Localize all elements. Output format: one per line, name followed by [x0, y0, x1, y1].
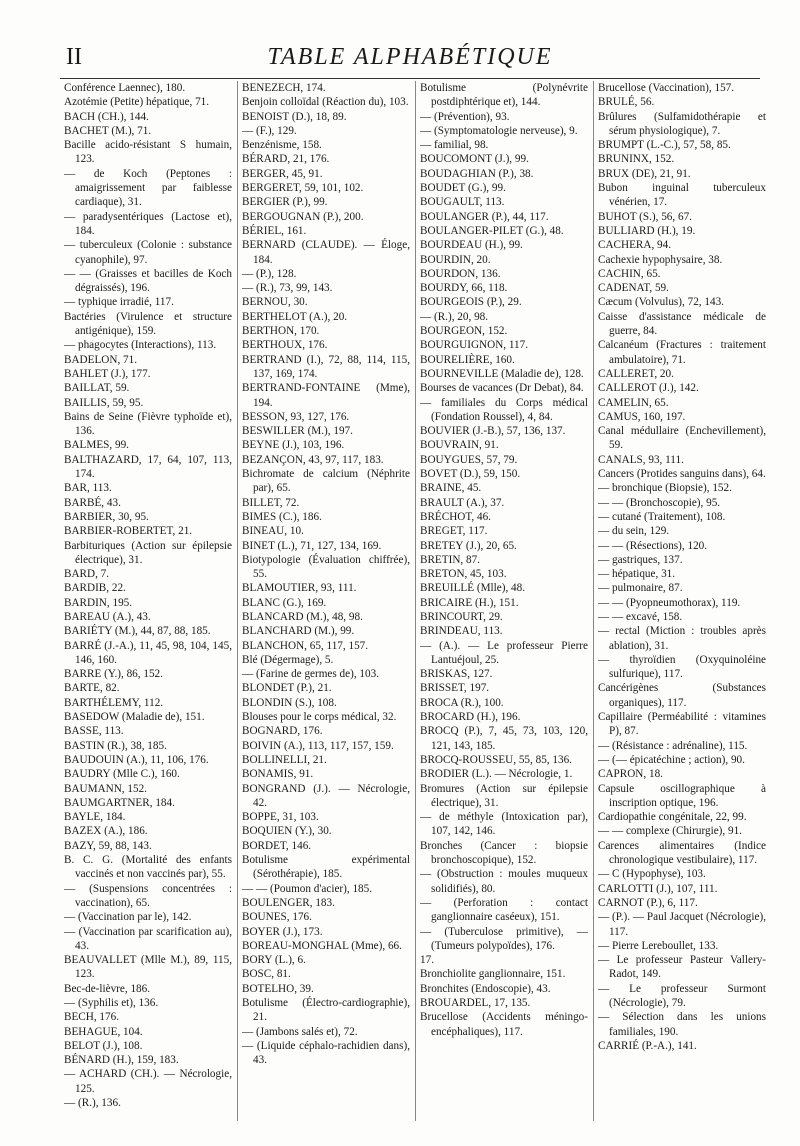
- index-entry: Cancérigènes (Substances organiques), 117.: [598, 682, 766, 709]
- index-entry: BRICAIRE (H.), 151.: [420, 596, 519, 609]
- index-entry: — (P.). — Paul Jacquet (Nécrologie), 117.: [598, 911, 766, 938]
- index-column-2: [242, 81, 410, 1121]
- index-entry: BREUILLÉ (Mlle), 48.: [420, 582, 526, 595]
- index-entry: BARTE, 82.: [64, 682, 120, 695]
- index-entry: CAPRON, 18.: [598, 768, 663, 781]
- index-entry: Blé (Dégermage), 5.: [242, 653, 334, 666]
- index-entry: BRULÉ, 56.: [598, 96, 655, 109]
- index-entry: — Le professeur Surmont (Nécrologie), 79.: [598, 982, 766, 1009]
- index-entry: — familial, 98.: [420, 139, 489, 152]
- index-entry: Biotypologie (Évaluation chiffrée), 55.: [242, 553, 410, 581]
- index-entry: — (— épicatéchine ; action), 90.: [598, 753, 745, 766]
- index-entry: Bains de Seine (Fièvre typhoïde et), 136.: [64, 410, 232, 438]
- index-entry: — (Syphilis et), 136.: [64, 997, 159, 1009]
- index-entry: — — (Bronchoscopie), 95.: [598, 496, 721, 509]
- index-entry: — familiales du Corps médical (Fondation Roussel), 4, 84.: [420, 396, 588, 423]
- index-entry: BORY (L.), 6.: [242, 954, 306, 967]
- index-entry: — (Suspensions concentrées : vaccination), 65.: [64, 882, 232, 909]
- index-entry: Cæcum (Volvulus), 72, 143.: [598, 296, 724, 309]
- index-entry: BOURDIN, 20.: [420, 253, 491, 266]
- index-entry: BARIÉTY (M.), 44, 87, 88, 185.: [64, 625, 211, 638]
- index-entry: BÉNARD (H.), 159, 183.: [64, 1054, 179, 1067]
- index-entry: — — excavé, 158.: [598, 610, 683, 623]
- index-entry: BÉRARD, 21, 176.: [242, 153, 330, 166]
- index-entry: BIMES (C.), 186.: [242, 510, 322, 523]
- index-entry: Bronches (Cancer : biopsie bronchoscopique), 152.: [420, 839, 588, 867]
- index-entry: BOURELIÈRE, 160.: [420, 353, 515, 366]
- index-entry: BOYER (J.), 173.: [242, 925, 323, 938]
- index-entry: BEZANÇON, 43, 97, 117, 183.: [242, 453, 384, 466]
- index-columns: [64, 81, 764, 1121]
- index-entry: — — (Résections), 120.: [598, 539, 708, 552]
- index-entry: BRISKAS, 127.: [420, 668, 493, 681]
- index-entry: — (Vaccination par scarification au), 43.: [64, 925, 232, 952]
- index-entry: Bacille acido-résistant S humain, 123.: [64, 139, 232, 166]
- index-entry: BROCA (R.), 100.: [420, 696, 504, 709]
- index-entry: — (R.), 136.: [64, 1097, 121, 1110]
- index-entry: BREGET, 117.: [420, 525, 488, 538]
- index-entry: Bubon inguinal tuberculeux vénérien, 17.: [598, 182, 766, 209]
- index-entry: — Le professeur Pasteur Vallery-Radot, 149.: [598, 954, 766, 981]
- index-entry: Cachexie hypophysaire, 38.: [598, 253, 723, 266]
- index-entry: BERNARD (CLAUDE). — Éloge, 184.: [242, 239, 410, 266]
- column-divider: [237, 81, 238, 1121]
- index-entry: BOUNES, 176.: [242, 911, 312, 924]
- index-entry: — bronchique (Biopsie), 152.: [598, 482, 732, 495]
- index-entry: BAZEX (A.), 186.: [64, 825, 148, 838]
- index-entry: Brucellose (Vaccination), 157.: [598, 82, 735, 94]
- index-entry: 17.: [420, 954, 434, 967]
- page-number: II: [66, 44, 82, 70]
- index-entry: — hépatique, 31.: [598, 568, 676, 581]
- index-entry: BERGIER (P.), 99.: [242, 196, 328, 209]
- index-entry: BOUGAULT, 113.: [420, 196, 505, 209]
- index-entry: Botulisme (Polynévrite postdiphtérique et), 144.: [420, 82, 588, 109]
- index-entry: BERGER, 45, 91.: [242, 167, 323, 180]
- index-entry: BOLLINELLI, 21.: [242, 753, 327, 766]
- index-entry: BERTHELOT (A.), 20.: [242, 310, 348, 323]
- index-entry: BEYNE (J.), 103, 196.: [242, 439, 345, 452]
- index-entry: Botulisme expérimental (Sérothérapie), 185.: [242, 854, 410, 881]
- index-entry: BAYLE, 184.: [64, 811, 126, 824]
- index-entry: BOURDEAU (H.), 99.: [420, 239, 523, 252]
- index-entry: BAREAU (A.), 43.: [64, 610, 151, 623]
- index-entry: Blouses pour le corps médical, 32.: [242, 711, 397, 724]
- index-entry: Carences alimentaires (Indice chronologique vestibulaire), 117.: [598, 839, 766, 867]
- index-entry: — cutané (Traitement), 108.: [598, 510, 726, 523]
- index-entry: — (Perforation : contact ganglionnaire caséeux), 151.: [420, 896, 588, 924]
- index-entry: BACH (CH.), 144.: [64, 110, 149, 123]
- index-entry: BERTRAND-FONTAINE (Mme), 194.: [242, 382, 410, 409]
- index-entry: BALMES, 99.: [64, 439, 129, 452]
- index-entry: Conférence Laennec), 180.: [64, 82, 186, 94]
- index-entry: CADENAT, 59.: [598, 282, 669, 295]
- index-entry: BOURGEOIS (P.), 29.: [420, 296, 522, 309]
- index-entry: BERNOU, 30.: [242, 296, 308, 309]
- index-entry: — — complexe (Chirurgie), 91.: [598, 825, 742, 838]
- index-entry: BOULANGER-PILET (G.), 48.: [420, 224, 564, 237]
- index-entry: BROCQ (P.), 7, 45, 73, 103, 120, 121, 143, 185.: [420, 725, 588, 752]
- index-entry: Capillaire (Perméabilité : vitamines P), 87.: [598, 711, 766, 738]
- index-entry: BOURDY, 66, 118.: [420, 282, 508, 295]
- index-entry: BRISSET, 197.: [420, 682, 490, 695]
- index-entry: BAUDOUIN (A.), 11, 106, 176.: [64, 753, 209, 766]
- index-entry: CARLOTTI (J.), 107, 111.: [598, 882, 718, 895]
- index-entry: BACHET (M.), 71.: [64, 124, 152, 137]
- index-entry: BRETEY (J.), 20, 65.: [420, 539, 517, 552]
- index-entry: BOULANGER (P.), 44, 117.: [420, 210, 549, 223]
- index-entry: BAUDRY (Mlle C.), 160.: [64, 768, 180, 781]
- index-entry: BOREAU-MONGHAL (Mme), 66.: [242, 939, 402, 952]
- index-entry: BOUYGUES, 57, 79.: [420, 453, 518, 466]
- index-entry: Brucellose (Accidents méningo-encéphaliques), 117.: [420, 1011, 588, 1038]
- index-entry: BRINDEAU, 113.: [420, 625, 503, 638]
- index-entry: — — (Poumon d'acier), 185.: [242, 882, 373, 895]
- index-entry: BOGNARD, 176.: [242, 725, 323, 738]
- index-entry: BROCARD (H.), 196.: [420, 711, 521, 724]
- index-entry: BOUCOMONT (J.), 99.: [420, 153, 529, 166]
- index-entry: BRUNINX, 152.: [598, 153, 675, 166]
- index-entry: BAILLAT, 59.: [64, 382, 130, 395]
- index-entry: BOIVIN (A.), 113, 117, 157, 159.: [242, 739, 394, 752]
- index-entry: BOUDAGHIAN (P.), 38.: [420, 167, 534, 180]
- index-entry: BELOT (J.), 108.: [64, 1039, 143, 1052]
- column-divider: [593, 81, 594, 1121]
- index-entry: — de méthyle (Intoxication par), 107, 142, 146.: [420, 811, 588, 838]
- index-entry: BARDIN, 195.: [64, 596, 133, 609]
- index-entry: BROUARDEL, 17, 135.: [420, 997, 531, 1009]
- index-entry: BOTELHO, 39.: [242, 982, 314, 995]
- index-entry: BRODIER (L.). — Nécrologie, 1.: [420, 768, 573, 781]
- index-entry: — thyroïdien (Oxyquinoléine sulfurique), 117.: [598, 653, 766, 681]
- index-entry: CAMELIN, 65.: [598, 396, 669, 409]
- index-entry: — (A.). — Le professeur Pierre Lantuéjoul, 25.: [420, 639, 588, 666]
- index-entry: CACHERA, 94.: [598, 239, 672, 252]
- index-entry: Caisse d'assistance médicale de guerre, 84.: [598, 310, 766, 338]
- index-entry: BARBÉ, 43.: [64, 496, 121, 509]
- index-entry: — (Jambons salés et), 72.: [242, 1025, 358, 1038]
- index-entry: BÉRIEL, 161.: [242, 224, 307, 237]
- index-entry: — de Koch (Peptones : amaigrissement par faiblesse cardiaque), 31.: [64, 167, 232, 209]
- index-entry: Bec-de-lièvre, 186.: [64, 982, 151, 995]
- index-entry: — ACHARD (CH.). — Nécrologie, 125.: [64, 1068, 232, 1095]
- index-entry: BINET (L.), 71, 127, 134, 169.: [242, 539, 382, 552]
- index-entry: BLANCHON, 65, 117, 157.: [242, 639, 369, 652]
- index-entry: CALLERET, 20.: [598, 367, 674, 380]
- index-entry: BUHOT (S.), 56, 67.: [598, 210, 692, 223]
- index-entry: Barbituriques (Action sur épilepsie électrique), 31.: [64, 539, 232, 566]
- index-entry: BARTHÉLEMY, 112.: [64, 696, 164, 709]
- index-entry: BESWILLER (M.), 197.: [242, 425, 353, 438]
- index-entry: BOURDON, 136.: [420, 267, 501, 280]
- index-entry: BONAMIS, 91.: [242, 768, 314, 781]
- index-entry: — rectal (Miction : troubles après ablation), 31.: [598, 625, 766, 652]
- index-entry: BAR, 113.: [64, 482, 112, 495]
- index-entry: — (Tuberculose primitive), — (Tumeurs polypoïdes), 176.: [420, 925, 588, 952]
- index-entry: CALLEROT (J.), 142.: [598, 382, 699, 395]
- index-entry: BAILLIS, 59, 95.: [64, 396, 144, 409]
- index-entry: BERTHON, 170.: [242, 325, 320, 338]
- index-entry: Bourses de vacances (Dr Debat), 84.: [420, 382, 584, 395]
- index-entry: BORDET, 146.: [242, 839, 312, 852]
- index-entry: BRINCOURT, 29.: [420, 610, 503, 623]
- index-entry: BOUVRAIN, 91.: [420, 439, 499, 452]
- index-entry: BOUVIER (J.-B.), 57, 136, 137.: [420, 425, 566, 438]
- index-entry: — tuberculeux (Colonie : substance cyanophile), 97.: [64, 239, 232, 266]
- index-entry: BLAMOUTIER, 93, 111.: [242, 582, 357, 595]
- index-entry: — gastriques, 137.: [598, 553, 683, 566]
- index-entry: — (Obstruction : moules muqueux solidifiés), 80.: [420, 868, 588, 895]
- index-entry: BENOIST (D.), 18, 89.: [242, 110, 347, 123]
- index-entry: — — (Pyopneumothorax), 119.: [598, 596, 741, 609]
- index-entry: BERGERET, 59, 101, 102.: [242, 182, 364, 195]
- index-entry: BEHAGUE, 104.: [64, 1025, 143, 1038]
- index-entry: BAUMANN, 152.: [64, 782, 147, 795]
- index-entry: Bichromate de calcium (Néphrite par), 65.: [242, 468, 410, 495]
- index-entry: BRÉCHOT, 46.: [420, 510, 491, 523]
- index-column-3: [420, 81, 588, 1121]
- index-entry: BRAINE, 45.: [420, 482, 482, 495]
- index-entry: — (R.), 73, 99, 143.: [242, 282, 333, 295]
- index-entry: BASSE, 113.: [64, 725, 124, 738]
- index-entry: Benjoin colloïdal (Réaction du), 103.: [242, 96, 409, 109]
- index-entry: BEAUVALLET (Mlle M.), 89, 115, 123.: [64, 954, 232, 981]
- index-entry: — (Prévention), 93.: [420, 110, 510, 123]
- index-entry: — (F.), 129.: [242, 124, 297, 137]
- index-entry: BARRE (Y.), 86, 152.: [64, 668, 163, 681]
- index-entry: BENEZECH, 174.: [242, 82, 326, 94]
- index-entry: — (P.), 128.: [242, 267, 297, 280]
- index-entry: — C (Hypophyse), 103.: [598, 868, 706, 881]
- page-title: TABLE ALPHABÉTIQUE: [267, 44, 553, 70]
- index-entry: CARNOT (P.), 6, 117.: [598, 896, 698, 909]
- index-entry: BOQUIEN (Y.), 30.: [242, 825, 332, 838]
- index-entry: BOURGEON, 152.: [420, 325, 508, 338]
- index-entry: — (Vaccination par le), 142.: [64, 911, 192, 924]
- index-entry: CARRIÉ (P.-A.), 141.: [598, 1039, 697, 1052]
- index-entry: BRETIN, 87.: [420, 553, 480, 566]
- index-entry: BULLIARD (H.), 19.: [598, 224, 696, 237]
- index-entry: Brûlures (Sulfamidothérapie et sérum physiologique), 7.: [598, 110, 766, 137]
- index-entry: BRETON, 45, 103.: [420, 568, 507, 581]
- index-entry: BARBIER, 30, 95.: [64, 510, 149, 523]
- index-entry: BAZY, 59, 88, 143.: [64, 839, 152, 852]
- index-entry: BAHLET (J.), 177.: [64, 367, 151, 380]
- index-entry: BASTIN (R.), 38, 185.: [64, 739, 167, 752]
- index-entry: BOULENGER, 183.: [242, 896, 335, 909]
- header-rule: [60, 78, 760, 79]
- index-entry: BASEDOW (Maladie de), 151.: [64, 711, 205, 724]
- index-entry: — (Résistance : adrénaline), 115.: [598, 739, 748, 752]
- index-entry: BARRÉ (J.-A.), 11, 45, 98, 104, 145, 146, 160.: [64, 639, 232, 666]
- index-entry: BONGRAND (J.). — Nécrologie, 42.: [242, 782, 410, 809]
- column-divider: [415, 81, 416, 1121]
- index-entry: BLONDET (P.), 21.: [242, 682, 332, 695]
- index-entry: Cancers (Protides sanguins dans), 64.: [598, 468, 766, 481]
- index-entry: BALTHAZARD, 17, 64, 107, 113, 174.: [64, 453, 232, 481]
- index-entry: Calcanéum (Fractures : traitement ambulatoire), 71.: [598, 339, 766, 366]
- index-entry: — (Farine de germes de), 103.: [242, 668, 380, 681]
- index-entry: — — (Graisses et bacilles de Koch dégraissés), 196.: [64, 267, 232, 295]
- index-entry: — paradysentériques (Lactose et), 184.: [64, 210, 232, 237]
- index-entry: Bronchites (Endoscopie), 43.: [420, 982, 551, 995]
- index-entry: Azotémie (Petite) hépatique, 71.: [64, 96, 210, 109]
- index-entry: BECH, 176.: [64, 1011, 120, 1024]
- index-entry: Benzénisme, 158.: [242, 139, 322, 152]
- index-entry: BRAULT (A.), 37.: [420, 496, 505, 509]
- index-entry: BERGOUGNAN (P.), 200.: [242, 210, 364, 223]
- index-column-4: [598, 81, 766, 1121]
- index-entry: CANALS, 93, 111.: [598, 453, 684, 466]
- index-entry: — (R.), 20, 98.: [420, 310, 489, 323]
- index-entry: Capsule oscillographique à inscription optique, 196.: [598, 782, 766, 809]
- index-entry: BINEAU, 10.: [242, 525, 304, 538]
- index-entry: — pulmonaire, 87.: [598, 582, 683, 595]
- index-column-1: [64, 81, 232, 1121]
- index-entry: BLANCHARD (M.), 99.: [242, 625, 355, 638]
- index-entry: BOSC, 81.: [242, 968, 291, 981]
- index-entry: BRUMPT (L.-C.), 57, 58, 85.: [598, 139, 731, 152]
- index-entry: BOVET (D.), 59, 150.: [420, 468, 521, 481]
- index-entry: BOURGUIGNON, 117.: [420, 339, 529, 352]
- index-entry: BROCQ-ROUSSEU, 55, 85, 136.: [420, 753, 572, 766]
- index-entry: — Sélection dans les unions familiales, 190.: [598, 1011, 766, 1038]
- index-entry: BILLET, 72.: [242, 496, 300, 509]
- index-entry: BRUX (DE), 21, 91.: [598, 167, 691, 180]
- index-entry: BESSON, 93, 127, 176.: [242, 410, 350, 423]
- index-entry: Canal médullaire (Enchevillement), 59.: [598, 425, 766, 452]
- index-entry: Bromures (Action sur épilepsie électrique), 31.: [420, 782, 588, 809]
- index-entry: BOURNEVILLE (Maladie de), 128.: [420, 367, 584, 380]
- index-entry: BLANCARD (M.), 48, 98.: [242, 610, 363, 623]
- index-entry: BARBIER-ROBERTET, 21.: [64, 525, 193, 538]
- index-entry: — Pierre Lereboullet, 133.: [598, 939, 719, 952]
- index-entry: CACHIN, 65.: [598, 267, 661, 280]
- index-entry: BERTRAND (I.), 72, 88, 114, 115, 137, 169, 174.: [242, 353, 410, 380]
- index-entry: — (Liquide céphalo-rachidien dans), 43.: [242, 1039, 410, 1067]
- index-entry: Cardiopathie congénitale, 22, 99.: [598, 811, 747, 824]
- index-entry: BARDIB, 22.: [64, 582, 126, 595]
- index-entry: — phagocytes (Interactions), 113.: [64, 339, 217, 352]
- index-entry: — typhique irradié, 117.: [64, 296, 174, 309]
- index-entry: Bactéries (Virulence et structure antigénique), 159.: [64, 310, 232, 338]
- index-entry: Botulisme (Électro-cardiographie), 21.: [242, 997, 410, 1024]
- index-entry: BLANC (G.), 169.: [242, 596, 327, 609]
- index-entry: BERTHOUX, 176.: [242, 339, 328, 352]
- index-entry: CAMUS, 160, 197.: [598, 410, 686, 423]
- index-entry: BADELON, 71.: [64, 353, 138, 366]
- index-entry: BLONDIN (S.), 108.: [242, 696, 337, 709]
- index-entry: BOUDET (G.), 99.: [420, 182, 506, 195]
- index-entry: — du sein, 129.: [598, 525, 670, 538]
- index-entry: BOPPE, 31, 103.: [242, 811, 319, 824]
- index-entry: BAUMGARTNER, 184.: [64, 796, 175, 809]
- index-entry: Bronchiolite ganglionnaire, 151.: [420, 968, 566, 981]
- page-header: [60, 38, 760, 78]
- index-entry: — (Symptomatologie nerveuse), 9.: [420, 124, 578, 137]
- index-entry: B. C. G. (Mortalité des enfants vaccinés et non vaccinés par), 55.: [64, 854, 232, 881]
- index-entry: BARD, 7.: [64, 568, 110, 581]
